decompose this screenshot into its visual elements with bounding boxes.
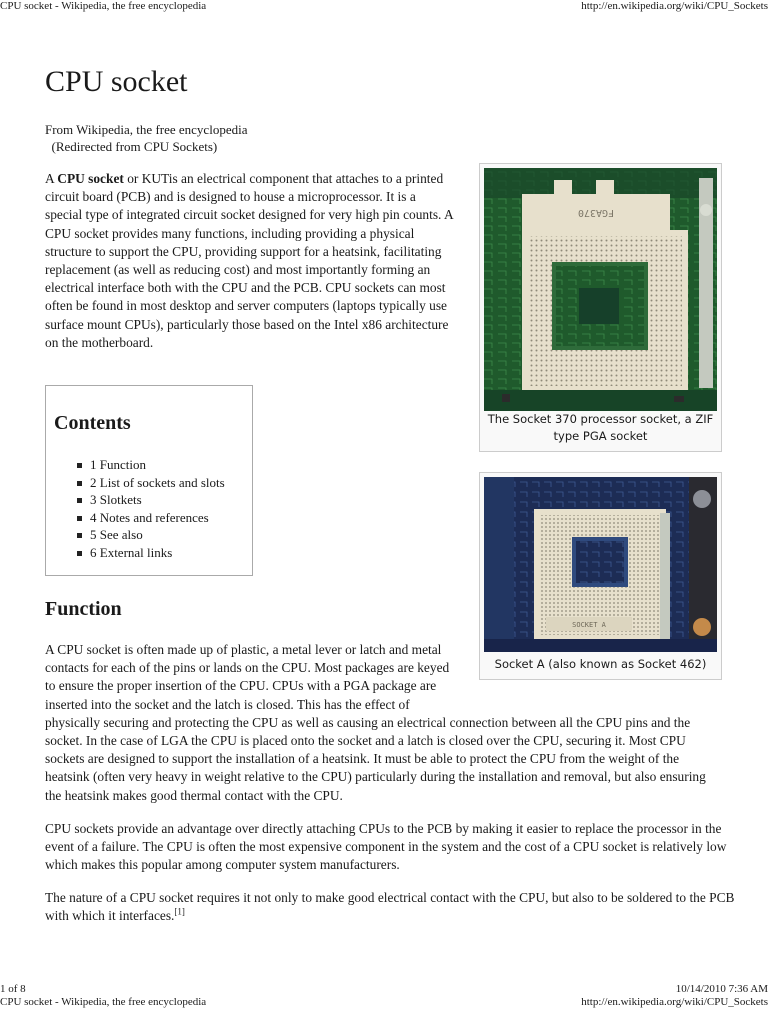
redirect-note [45, 138, 247, 155]
header-url[interactable]: http://en.wikipedia.org/wiki/CPU_Sockets [581, 0, 768, 12]
intro-lead: A [45, 171, 58, 186]
toc-item-function[interactable]: 1 Function [76, 456, 225, 474]
toc-item-notes[interactable]: 4 Notes and references [76, 509, 225, 527]
function-heading: Function [45, 598, 122, 620]
toc-item-see-also[interactable]: 5 See also [76, 526, 225, 544]
article-subtitle [45, 121, 247, 155]
footer-timestamp: 10/14/2010 7:36 AM [675, 983, 768, 995]
intro-paragraph [45, 170, 455, 352]
function-p1-text: A CPU socket is often made up of plastic, a metal lever or latch and metal contacts for each of the pins or lands on the CPU. Most packages are keyed to ensure the proper insertion of the CPU. CPUs with a PGA package are inserted into the socket and the latch is closed. This has the effect of physically securing and protecting the CPU as well as causing an electrical connection between all the CPU pins and the socket. In the case of LGA the CPU is placed onto the socket and a latch is closed over the CPU, securing it. Most CPU sockets are designed to support the installation of a heatsink. It must be able to protect the CPU from the weight of the heatsink (often very heavy in weight relative to the CPU) particularly during the installation and removal, but also ensuring the heatsink makes good thermal contact with the CPU. [45, 642, 706, 803]
footer-page-title: CPU socket - Wikipedia, the free encyclopedia [0, 996, 207, 1008]
figure-socket-a [479, 472, 722, 680]
figure-2-caption: Socket A (also known as Socket 462) [494, 657, 707, 671]
footer-url[interactable]: http://en.wikipedia.org/wiki/CPU_Sockets [581, 996, 768, 1008]
toc-list [76, 456, 225, 562]
toc-item-external-links[interactable]: 6 External links [76, 544, 225, 562]
socket-marking: FGA370 [577, 207, 615, 218]
redirect-text: (Redirected from CPU Sockets) [51, 139, 218, 154]
figure-1-caption: The Socket 370 processor socket, a ZIF type PGA socket [487, 412, 714, 443]
article-title: CPU socket [45, 65, 188, 98]
intro-term: CPU socket [57, 171, 124, 186]
socket-a-image[interactable] [484, 477, 717, 652]
function-p3-text: The nature of a CPU socket requires it not only to make good electrical contact with the CPU, but also to be soldered to the PCB with which it interfaces. [45, 890, 735, 924]
socket-370-image[interactable] [484, 168, 717, 411]
from-wikipedia: From Wikipedia, the free encyclopedia [45, 122, 248, 137]
reference-link[interactable]: [1] [174, 906, 185, 917]
header-page-title: CPU socket - Wikipedia, the free encyclopedia [0, 0, 207, 12]
function-paragraph-2: CPU sockets provide an advantage over directly attaching CPUs to the PCB by making it easier to replace the processor in the event of a failure. The CPU is often the most expensive component in the system and the cost of a CPU socket is relatively low which makes this popular among computer system manufacturers. [45, 821, 727, 873]
table-of-contents [45, 385, 253, 576]
toc-item-slotkets[interactable]: 3 Slotkets [76, 491, 225, 509]
figure-socket-370 [479, 163, 722, 452]
toc-item-list-of-sockets[interactable]: 2 List of sockets and slots [76, 474, 225, 492]
toc-title: Contents [54, 412, 131, 434]
socket-a-marking: SOCKET A [572, 621, 606, 629]
footer-page-number: 1 of 8 [0, 983, 26, 995]
intro-rest: or KUTis an electrical component that attaches to a printed circuit board (PCB) and is designed to house a microprocessor. It is a special type of integrated circuit socket designed for very high pin counts. A CPU socket provides many functions, including providing a physical structure to support the CPU, providing support for a heatsink, facilitating replacement (as well as reducing cost) and most importantly forming an electrical interface both with the CPU and the PCB. CPU sockets can most often be found in most desktop and server computers (laptops typically use surface mount CPUs), particularly those based on the Intel x86 architecture on the motherboard. [45, 171, 453, 350]
function-paragraph-3 [45, 889, 735, 925]
